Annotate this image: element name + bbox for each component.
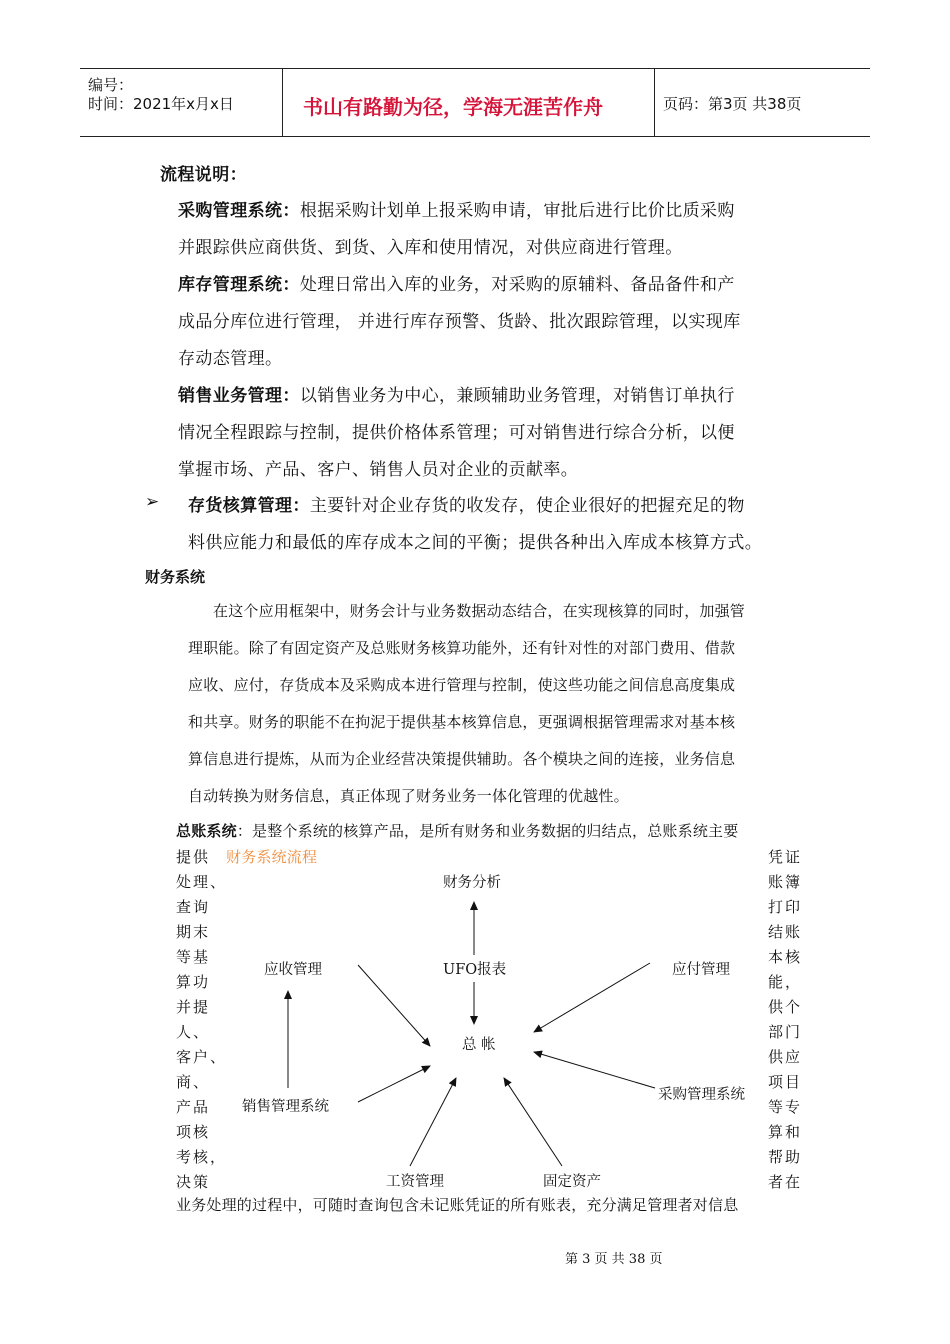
node-receivable: 应收管理	[264, 962, 322, 978]
ledger-left-7: 并提	[176, 998, 211, 1016]
ledger-left-14: 决策	[176, 1173, 211, 1191]
ledger-right-8: 部门	[768, 1023, 803, 1041]
ledger-right-5: 本核	[768, 948, 803, 966]
arrow-payroll-to-ledger	[410, 1078, 456, 1166]
node-purchase-system: 采购管理系统	[658, 1087, 745, 1103]
ledger-left-6: 算功	[176, 973, 211, 991]
sales-term: 销售业务管理：	[178, 386, 300, 406]
purchase-paragraph-line1: 采购管理系统：根据采购计划单上报采购申请，审批后进行比价比质采购	[178, 201, 735, 221]
node-finance-analysis: 财务分析	[443, 875, 501, 891]
sales-paragraph-line1: 销售业务管理：以销售业务为中心，兼顾辅助业务管理，对销售订单执行	[178, 386, 735, 406]
ledger-line-1: 总账系统：是整个系统的核算产品，是所有财务和业务数据的归结点，总账系统主要	[176, 822, 739, 840]
node-general-ledger: 总 帐	[462, 1037, 496, 1053]
ledger-left-11: 产品	[176, 1098, 211, 1116]
stock-term: 存货核算管理：	[188, 496, 310, 516]
sales-paragraph-line3: 掌握市场、产品、客户、销售人员对企业的贡献率。	[178, 460, 579, 480]
ledger-right-7: 供个	[768, 998, 803, 1016]
inventory-paragraph-line3: 存动态管理。	[178, 349, 283, 369]
purchase-paragraph-line2: 并跟踪供应商供货、到货、入库和使用情况，对供应商进行管理。	[178, 238, 683, 258]
ledger-left-10: 商、	[176, 1073, 211, 1091]
inventory-paragraph-line2: 成品分库位进行管理， 并进行库存预警、货龄、批次跟踪管理，以实现库	[178, 312, 741, 332]
ledger-right-13: 帮助	[768, 1148, 803, 1166]
diagram-caption: 财务系统流程	[226, 848, 318, 866]
ledger-right-4: 结账	[768, 923, 803, 941]
arrow-assets-to-ledger	[504, 1078, 562, 1166]
finance-line-6: 自动转换为财务信息，真正体现了财务业务一体化管理的优越性。	[188, 787, 629, 805]
ledger-left-1: 提供	[176, 848, 211, 866]
ledger-right-1: 凭证	[768, 848, 803, 866]
finance-line-2: 理职能。除了有固定资产及总账财务核算功能外，还有针对性的对部门费用、借款	[188, 639, 736, 657]
purchase-term: 采购管理系统：	[178, 201, 300, 221]
stock-paragraph-line1: 存货核算管理：主要针对企业存货的收发存，使企业很好的把握充足的物	[188, 496, 745, 516]
ledger-right-3: 打印	[768, 898, 803, 916]
ledger-left-2: 处理、	[176, 873, 228, 891]
finance-line-3: 应收、应付，存货成本及采购成本进行管理与控制，使这些功能之间信息高度集成	[188, 676, 736, 694]
document-date-label: 时间：2021年x月x日	[88, 95, 234, 113]
arrow-receivable-to-ledger	[358, 965, 430, 1046]
ledger-left-9: 客户、	[176, 1048, 228, 1066]
ledger-left-5: 等基	[176, 948, 211, 966]
ledger-term: 总账系统	[176, 822, 237, 840]
finance-heading: 财务系统	[145, 568, 206, 586]
ledger-right-2: 账簿	[768, 873, 803, 891]
inventory-paragraph-line1: 库存管理系统：处理日常出入库的业务，对采购的原辅料、备品备件和产	[178, 275, 735, 295]
sales-paragraph-line2: 情况全程跟踪与控制，提供价格体系管理；可对销售进行综合分析，以便	[178, 423, 735, 443]
arrow-purchase-to-ledger	[534, 1052, 655, 1088]
node-sales-system: 销售管理系统	[242, 1099, 329, 1115]
node-payable: 应付管理	[672, 962, 730, 978]
flow-title: 流程说明：	[160, 165, 247, 185]
ledger-left-3: 查询	[176, 898, 211, 916]
ledger-right-12: 算和	[768, 1123, 803, 1141]
stock-paragraph-line2: 料供应能力和最低的库存成本之间的平衡；提供各种出入库成本核算方式。	[188, 533, 763, 553]
node-fixed-assets: 固定资产	[543, 1174, 601, 1190]
ledger-last-line: 业务处理的过程中，可随时查询包含未记账凭证的所有账表，充分满足管理者对信息	[176, 1196, 739, 1214]
ledger-left-13: 考核，	[176, 1148, 228, 1166]
finance-line-1: 在这个应用框架中，财务会计与业务数据动态结合，在实现核算的同时，加强管	[213, 602, 746, 620]
ledger-left-12: 项核	[176, 1123, 211, 1141]
finance-line-4: 和共享。财务的职能不在拘泥于提供基本核算信息，更强调根据管理需求对基本核	[188, 713, 736, 731]
header-page-number: 页码：第3页 共38页	[663, 95, 802, 113]
ledger-left-4: 期末	[176, 923, 211, 941]
arrow-payable-to-ledger	[534, 963, 650, 1032]
ledger-right-9: 供应	[768, 1048, 803, 1066]
node-payroll: 工资管理	[386, 1174, 444, 1190]
page-footer: 第 3 页 共 38 页	[565, 1252, 663, 1267]
ledger-right-11: 等专	[768, 1098, 803, 1116]
ledger-left-8: 人、	[176, 1023, 211, 1041]
ledger-right-6: 能，	[768, 973, 803, 991]
ledger-right-10: 项目	[768, 1073, 803, 1091]
ledger-right-14: 者在	[768, 1173, 803, 1191]
arrow-sales-to-ledger	[358, 1066, 430, 1102]
document-number-label: 编号：	[88, 76, 134, 94]
inventory-term: 库存管理系统：	[178, 275, 300, 295]
bullet-arrow-icon: ➢	[145, 492, 160, 512]
node-ufo-report: UFO报表	[443, 962, 507, 978]
finance-line-5: 算信息进行提炼，从而为企业经营决策提供辅助。各个模块之间的连接，业务信息	[188, 750, 736, 768]
header-motto: 书山有路勤为径，学海无涯苦作舟	[303, 95, 603, 119]
